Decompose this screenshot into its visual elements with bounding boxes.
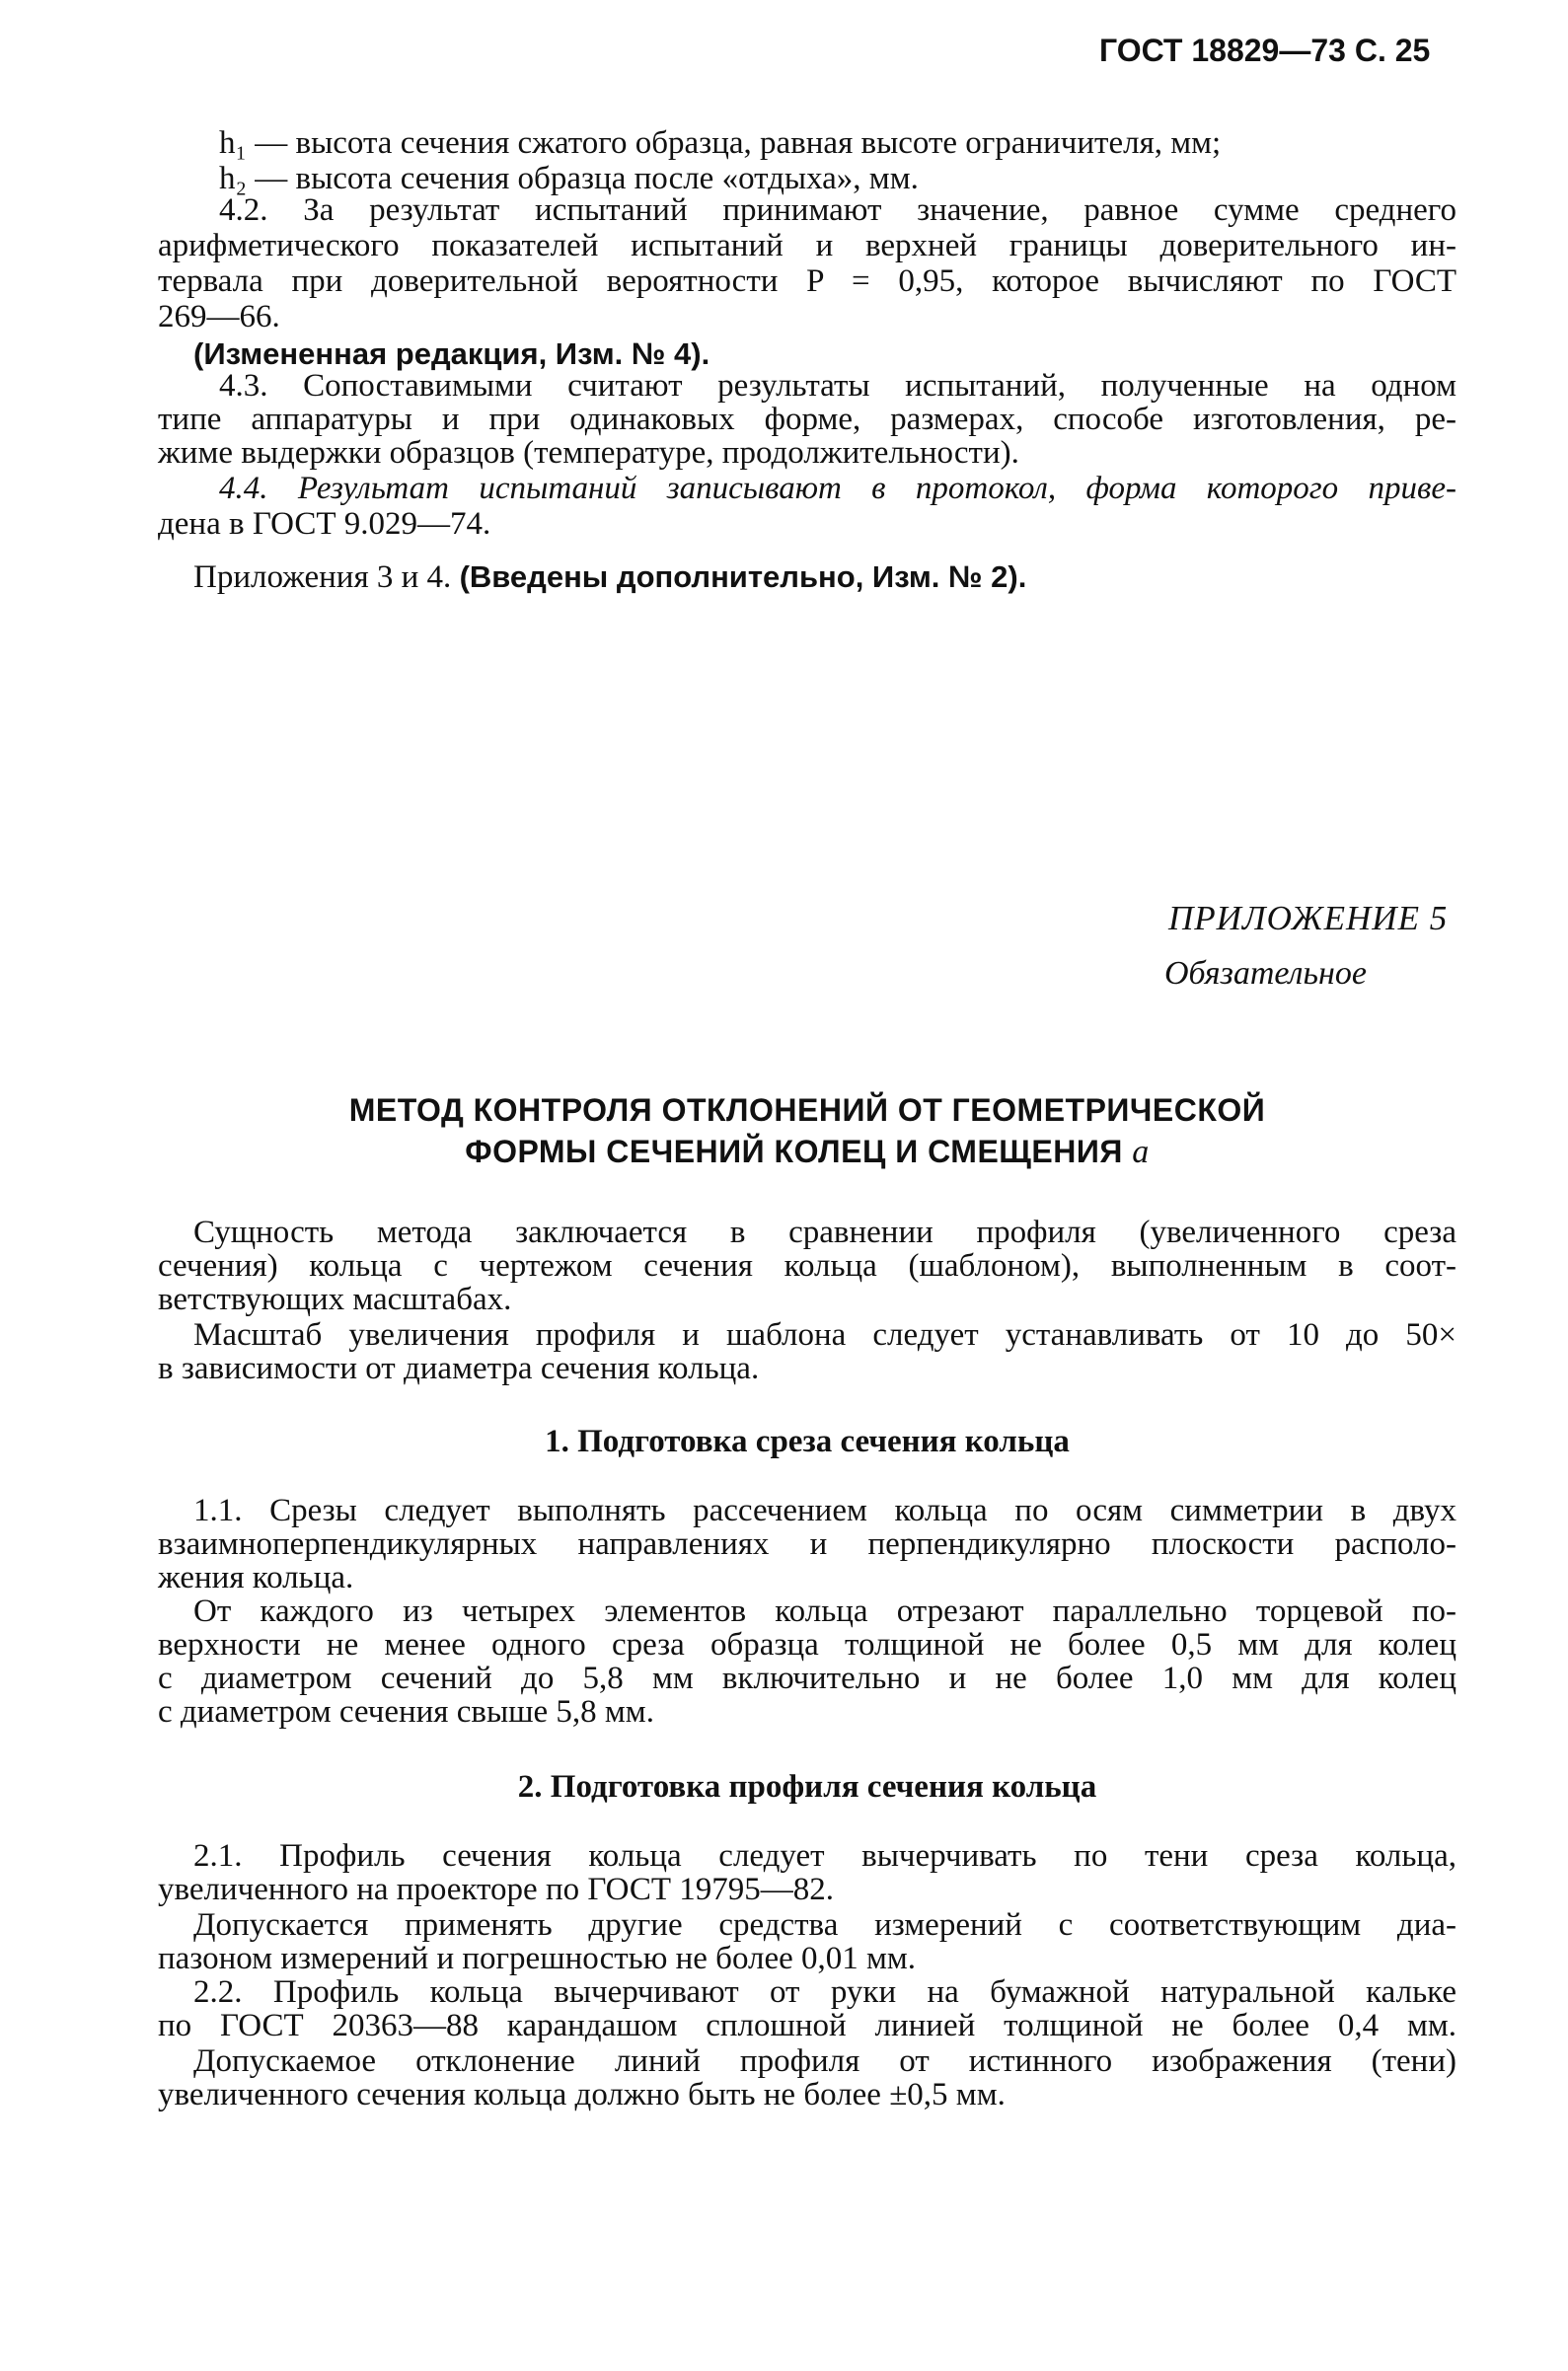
text-line: дена в ГОСТ 9.029—74. <box>158 506 491 542</box>
text-line: сечения) кольца с чертежом сечения кольца (шаблоном), выполненным в соот- <box>158 1248 1456 1284</box>
method-title-text: ФОРМЫ СЕЧЕНИЙ КОЛЕЦ И СМЕЩЕНИЯ <box>465 1134 1133 1169</box>
text-line: 4.4. Результат испытаний записывают в протокол, форма которого приве- <box>219 471 1456 506</box>
text-line: Допускаемое отклонение линий профиля от истинного изображения (тени) <box>193 2043 1456 2079</box>
text-line: типе аппаратуры и при одинаковых форме, размерах, способе изготовления, ре- <box>158 402 1456 437</box>
text-line: по ГОСТ 20363—88 карандашом сплошной линией толщиной не более 0,4 мм. <box>158 2008 1456 2043</box>
text-line: увеличенного сечения кольца должно быть не более ±0,5 мм. <box>158 2077 1006 2112</box>
text-line: ветствующих масштабах. <box>158 1282 512 1317</box>
text-line: увеличенного на проекторе по ГОСТ 19795—82. <box>158 1872 835 1907</box>
text-line: Допускается применять другие средства измерений с соответствующим диа- <box>193 1907 1456 1943</box>
page-header: ГОСТ 18829—73 С. 25 <box>1099 33 1431 68</box>
text-line: верхности не менее одного среза образца толщиной не более 0,5 мм для колец <box>158 1627 1456 1663</box>
text-line: с диаметром сечений до 5,8 мм включительно и не более 1,0 мм для колец <box>158 1661 1456 1696</box>
section-1-heading: 1. Подготовка среза сечения кольца <box>545 1424 1070 1459</box>
text-line: h₁ — высота сечения сжатого образца, равная высоте ограничителя, мм; <box>219 125 1222 161</box>
appendix-note-text: Приложения 3 и 4. <box>193 559 460 595</box>
text-line: Сущность метода заключается в сравнении профиля (увеличенного среза <box>193 1215 1456 1250</box>
text-line: взаимноперпендикулярных направлениях и перпендикулярно плоскости располо- <box>158 1526 1456 1562</box>
appendix-status: Обязательное <box>1164 955 1367 992</box>
text-line: жиме выдержки образцов (температуре, продолжительности). <box>158 435 1019 471</box>
text-line: 4.3. Сопоставимыми считают результаты испытаний, полученные на одном <box>219 368 1456 404</box>
text-line: h₂ — высота сечения образца после «отдыха», мм. <box>219 161 919 196</box>
section-2-heading: 2. Подготовка профиля сечения кольца <box>517 1769 1097 1805</box>
method-title-variable: a <box>1132 1134 1150 1170</box>
appendix-label: ПРИЛОЖЕНИЕ 5 <box>1168 899 1449 937</box>
text-line: жения кольца. <box>158 1560 354 1595</box>
amendment-note: (Измененная редакция, Изм. № 4). <box>193 336 710 371</box>
text-line: От каждого из четырех элементов кольца отрезают параллельно торцевой по- <box>193 1593 1456 1629</box>
text-line: 2.2. Профиль кольца вычерчивают от руки на бумажной натуральной кальке <box>193 1974 1456 2010</box>
text-line: Масштаб увеличения профиля и шаблона следует устанавливать от 10 до 50× <box>193 1317 1456 1353</box>
appendix-note <box>193 558 1026 596</box>
text-line: 4.2. За результат испытаний принимают значение, равное сумме среднего <box>219 192 1456 228</box>
amendment-note: (Введены дополнительно, Изм. № 2). <box>459 559 1027 594</box>
text-line: 2.1. Профиль сечения кольца следует вычерчивать по тени среза кольца, <box>193 1838 1456 1874</box>
method-title-line-2 <box>158 1133 1456 1171</box>
text-line: пазоном измерений и погрешностью не более 0,01 мм. <box>158 1941 917 1976</box>
text-line: в зависимости от диаметра сечения кольца. <box>158 1351 760 1386</box>
text-line: с диаметром сечения свыше 5,8 мм. <box>158 1694 654 1730</box>
method-title-line-1: МЕТОД КОНТРОЛЯ ОТКЛОНЕНИЙ ОТ ГЕОМЕТРИЧЕСКОЙ <box>348 1092 1266 1128</box>
text-line: 1.1. Срезы следует выполнять рассечением кольца по осям симметрии в двух <box>193 1493 1456 1528</box>
text-line: арифметического показателей испытаний и верхней границы доверительного ин- <box>158 228 1456 263</box>
text-line: тервала при доверительной вероятности P = 0,95, которое вычисляют по ГОСТ <box>158 263 1456 299</box>
text-line: 269—66. <box>158 299 280 334</box>
